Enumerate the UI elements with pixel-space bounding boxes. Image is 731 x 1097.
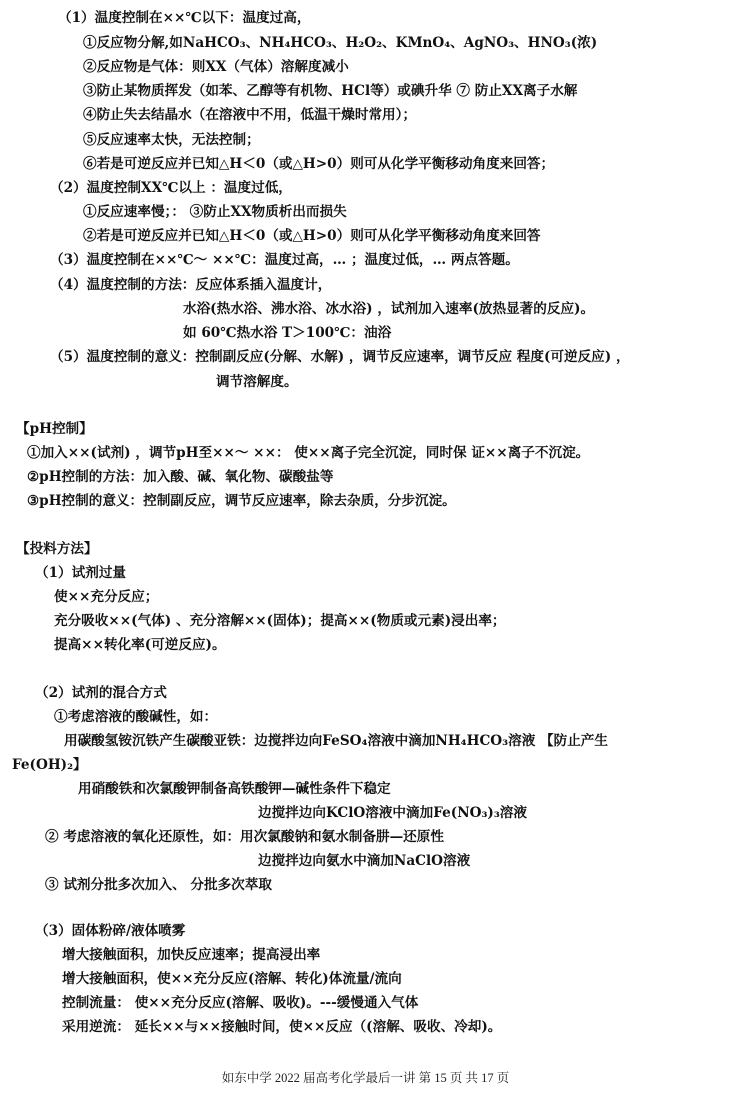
text-line: 如 60℃热水浴 T＞100℃：油浴: [183, 325, 392, 341]
text-line: ④防止失去结晶水（在溶液中不用，低温干燥时常用）；: [83, 107, 417, 123]
text-line: ③pH控制的意义：控制副反应，调节反应速率，除去杂质，分步沉淀。: [27, 493, 456, 509]
text-line: ①反应速率慢；： ③防止XX物质析出而损失: [83, 204, 347, 220]
text-line: （5）温度控制的意义：控制副反应(分解、水解) ，调节反应速率，调节反应 程度(可逆反应) ，: [50, 349, 630, 365]
text-line: （1）试剂过量: [35, 565, 127, 581]
text-line: 用硝酸铁和次氯酸钾制备高铁酸钾—碱性条件下稳定: [78, 781, 391, 797]
text-line: ③防止某物质挥发（如苯、乙醇等有机物、HCl等）或碘升华 ⑦ 防止XX离子水解: [83, 83, 578, 99]
text-line: ①加入××(试剂) ，调节pH至××～ ××： 使××离子完全沉淀，同时保 证××离子不沉淀。: [27, 445, 590, 461]
page-footer: 如东中学 2022 届高考化学最后一讲 第 15 页 共 17 页: [221, 1071, 510, 1085]
text-line: ②pH控制的方法：加入酸、碱、氧化物、碳酸盐等: [27, 469, 334, 485]
text-line: （1）温度控制在××℃以下：温度过高，: [58, 10, 311, 26]
text-line: 使××充分反应；: [54, 589, 159, 605]
text-line: 【投料方法】: [16, 541, 98, 557]
text-line: Fe(OH)₂】: [12, 757, 87, 773]
text-line: 增大接触面积，使××充分反应(溶解、转化)体流量/流向: [62, 971, 402, 987]
text-line: （2）温度控制XX℃以上 ：温度过低，: [50, 180, 292, 196]
text-line: （2）试剂的混合方式: [35, 685, 167, 701]
text-line: ⑤反应速率太快，无法控制；: [83, 132, 260, 148]
text-line: 用碳酸氢铵沉铁产生碳酸亚铁：边搅拌边向FeSO₄溶液中滴加NH₄HCO₃溶液 【防止产生: [64, 733, 608, 749]
text-line: 增大接触面积，加快反应速率；提高浸出率: [62, 947, 321, 963]
text-line: 控制流量： 使××充分反应(溶解、吸收)。---缓慢通入气体: [62, 995, 419, 1011]
text-line: ② 考虑溶液的氧化还原性，如：用次氯酸钠和氨水制备肼—还原性: [45, 829, 444, 845]
text-line: 【pH控制】: [16, 421, 93, 437]
text-line: ②反应物是气体：则XX（气体）溶解度减小: [83, 59, 349, 75]
text-line: 调节溶解度。: [216, 374, 298, 390]
text-line: ③ 试剂分批多次加入、 分批多次萃取: [45, 877, 272, 893]
text-line: ⑥若是可逆反应并已知△H＜0（或△H>0）则可从化学平衡移动角度来回答；: [83, 156, 555, 172]
text-line: （3）温度控制在××℃～ ××℃：温度过高，… ；温度过低，… 两点答题。: [50, 252, 519, 268]
text-line: ①反应物分解,如NaHCO₃、NH₄HCO₃、H₂O₂、KMnO₄、AgNO₃、HNO₃(浓): [83, 35, 598, 51]
text-line: ①考虑溶液的酸碱性，如：: [54, 709, 218, 725]
text-line: 水浴(热水浴、沸水浴、冰水浴) ，试剂加入速率(放热显著的反应)。: [183, 301, 595, 317]
text-line: 提高××转化率(可逆反应)。: [54, 637, 226, 653]
text-line: （3）固体粉碎/液体喷雾: [35, 923, 186, 939]
text-line: 边搅拌边向氨水中滴加NaClO溶液: [258, 853, 471, 869]
text-line: （4）温度控制的方法：反应体系插入温度计，: [50, 277, 332, 293]
text-line: ②若是可逆反应并已知△H＜0（或△H>0）则可从化学平衡移动角度来回答: [83, 228, 541, 244]
text-line: 充分吸收××(气体) 、充分溶解××(固体)；提高××(物质或元素)浸出率；: [54, 613, 506, 629]
text-line: 采用逆流： 延长××与××接触时间，使××反应（(溶解、吸收、冷却)。: [62, 1019, 502, 1035]
text-line: 边搅拌边向KClO溶液中滴加Fe(NO₃)₃溶液: [258, 805, 527, 821]
